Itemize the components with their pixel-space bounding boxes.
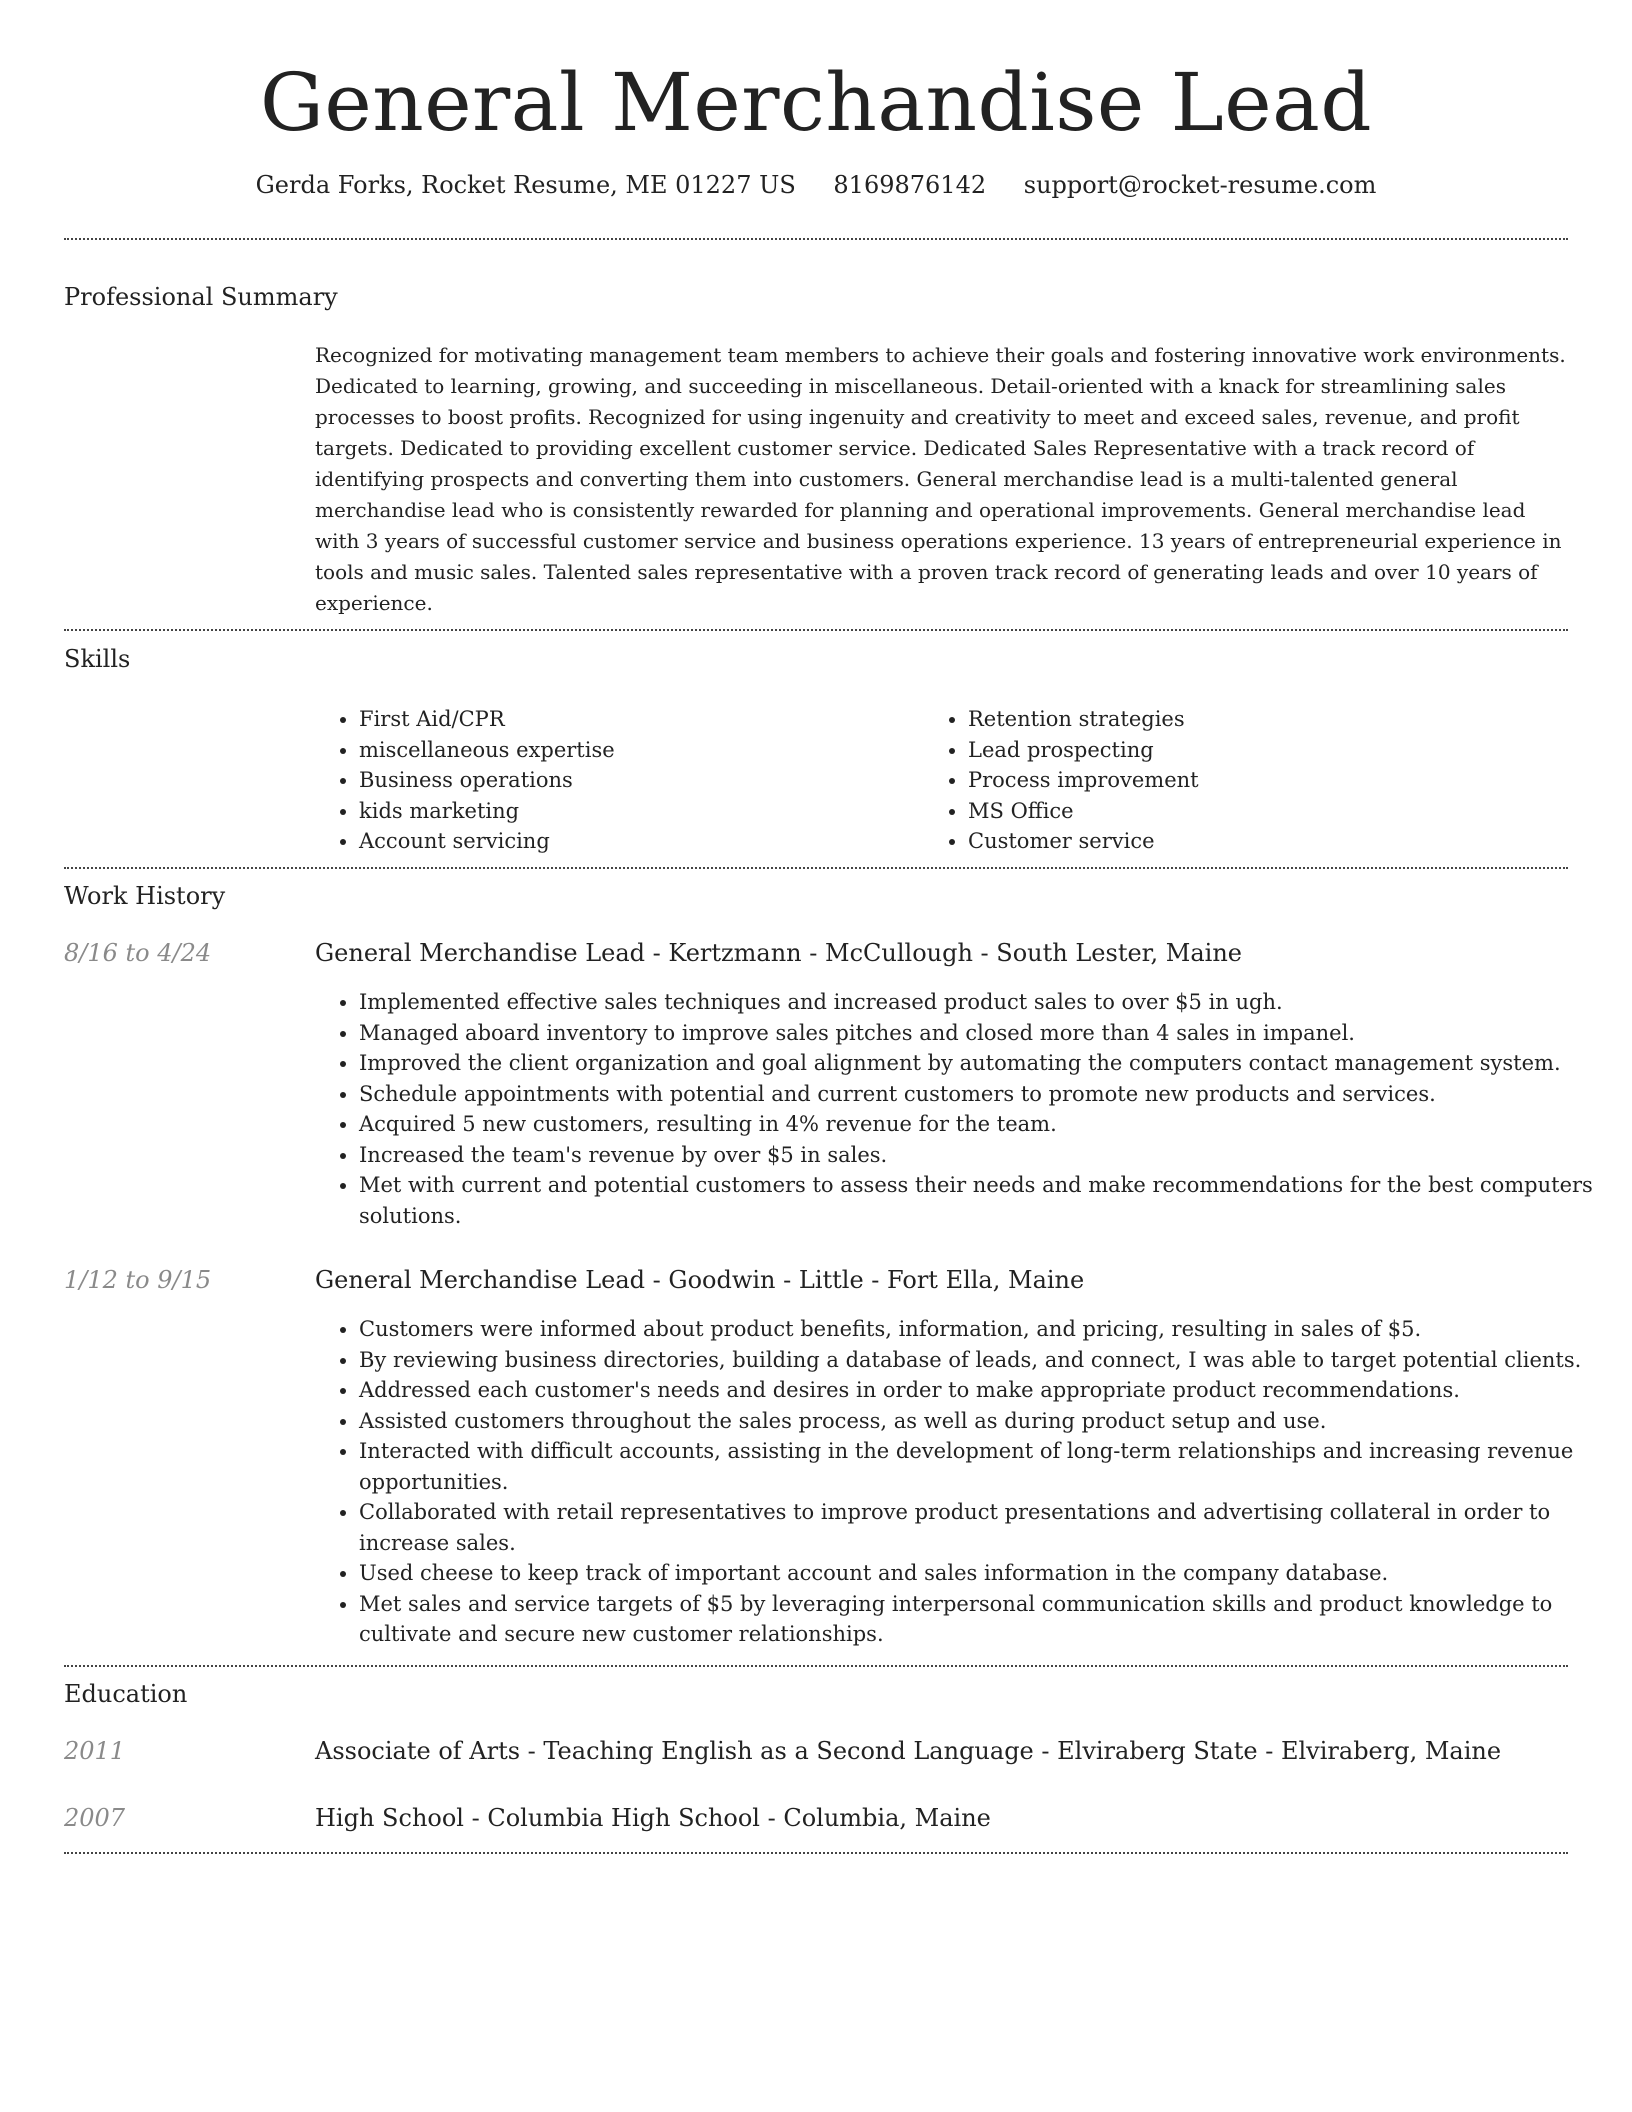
job-bullet: • Improved the client organization and goal alignment by automating the computers contact management system. bbox=[359, 1048, 1612, 1079]
job-bullet: • Increased the team's revenue by over $5 in sales. bbox=[359, 1140, 1612, 1171]
job-bullets bbox=[315, 1314, 1612, 1650]
resume-title: General Merchandise Lead bbox=[259, 56, 1373, 149]
contact-phone: 8169876142 bbox=[833, 171, 987, 199]
summary-heading: Professional Summary bbox=[64, 283, 338, 311]
education-year: 2011 bbox=[64, 1737, 126, 1765]
job-title: General Merchandise Lead - Kertzmann - McCullough - South Lester, Maine bbox=[315, 939, 1242, 967]
job-title: General Merchandise Lead - Goodwin - Little - Fort Ella, Maine bbox=[315, 1266, 1085, 1294]
education-year: 2007 bbox=[64, 1804, 126, 1832]
job-bullet: • Met sales and service targets of $5 by leveraging interpersonal communication skills and product knowledge to cultivate and secure new customer relationships. bbox=[359, 1589, 1612, 1650]
skill-item: • Retention strategies bbox=[968, 704, 1199, 735]
skill-item: • MS Office bbox=[968, 796, 1199, 827]
job-bullet: • Acquired 5 new customers, resulting in 4% revenue for the team. bbox=[359, 1109, 1612, 1140]
work-heading: Work History bbox=[64, 882, 226, 910]
job-bullet: • Used cheese to keep track of important account and sales information in the company database. bbox=[359, 1558, 1612, 1589]
job-bullet: • Schedule appointments with potential and current customers to promote new products and services. bbox=[359, 1079, 1612, 1110]
skill-item: • Lead prospecting bbox=[968, 735, 1199, 766]
skills-list-right bbox=[924, 704, 1199, 857]
job-bullet: • Implemented effective sales techniques and increased product sales to over $5 in ugh. bbox=[359, 987, 1612, 1018]
job-dates: 8/16 to 4/24 bbox=[64, 939, 212, 967]
contact-line bbox=[0, 168, 1632, 202]
skill-item: • Customer service bbox=[968, 826, 1199, 857]
job-bullet: • Managed aboard inventory to improve sales pitches and closed more than 4 sales in impanel. bbox=[359, 1018, 1612, 1049]
skill-item: • miscellaneous expertise bbox=[359, 735, 615, 766]
education-title: Associate of Arts - Teaching English as a Second Language - Elviraberg State - Elviraberg, Maine bbox=[315, 1737, 1502, 1765]
job-bullet: • By reviewing business directories, building a database of leads, and connect, I was able to target potential clients. bbox=[359, 1345, 1612, 1376]
job-bullet: • Customers were informed about product benefits, information, and pricing, resulting in sales of $5. bbox=[359, 1314, 1612, 1345]
divider-work bbox=[64, 1665, 1568, 1667]
job-bullets bbox=[315, 987, 1612, 1231]
skill-item: • Account servicing bbox=[359, 826, 615, 857]
job-bullet: • Collaborated with retail representatives to improve product presentations and advertising collateral in order to increase sales. bbox=[359, 1497, 1612, 1558]
divider-summary bbox=[64, 629, 1568, 631]
skills-heading: Skills bbox=[64, 645, 131, 673]
skill-item: • First Aid/CPR bbox=[359, 704, 615, 735]
skill-item: • Business operations bbox=[359, 765, 615, 796]
summary-text: Recognized for motivating management team members to achieve their goals and fostering innovative work environments. Dedicated to learning, growing, and succeeding in miscellaneous. Detail-oriented with a knack for streamlining sales processes to boost profits. Recognized for using ingenuity and creativity to meet and exceed sales, revenue, and profit targets. Dedicated to providing excellent customer service. Dedicated Sales Representative with a track record of identifying prospects and converting them into customers. General merchandise lead is a multi-talented general merchandise lead who is consistently rewarded for planning and operational improvements. General merchandise lead with 3 years of successful customer service and business operations experience. 13 years of entrepreneurial experience in tools and music sales. Talented sales representative with a proven track record of generating leads and over 10 years of experience. bbox=[315, 343, 1566, 615]
divider-skills bbox=[64, 867, 1568, 869]
divider-header bbox=[64, 238, 1568, 240]
job-dates: 1/12 to 9/15 bbox=[64, 1266, 212, 1294]
skill-item: • kids marketing bbox=[359, 796, 615, 827]
skills-list-left bbox=[315, 704, 615, 857]
contact-email: support@rocket-resume.com bbox=[1023, 171, 1377, 199]
job-bullet: • Interacted with difficult accounts, assisting in the development of long-term relationships and increasing revenue opportunities. bbox=[359, 1436, 1612, 1497]
education-title: High School - Columbia High School - Columbia, Maine bbox=[315, 1804, 991, 1832]
job-bullet: • Met with current and potential customers to assess their needs and make recommendations for the best computers solutions. bbox=[359, 1170, 1612, 1231]
divider-education bbox=[64, 1852, 1568, 1854]
job-bullet: • Addressed each customer's needs and desires in order to make appropriate product recommendations. bbox=[359, 1375, 1612, 1406]
job-bullet: • Assisted customers throughout the sales process, as well as during product setup and use. bbox=[359, 1406, 1612, 1437]
skill-item: • Process improvement bbox=[968, 765, 1199, 796]
contact-address: Gerda Forks, Rocket Resume, ME 01227 US bbox=[255, 171, 796, 199]
education-heading: Education bbox=[64, 1680, 188, 1708]
